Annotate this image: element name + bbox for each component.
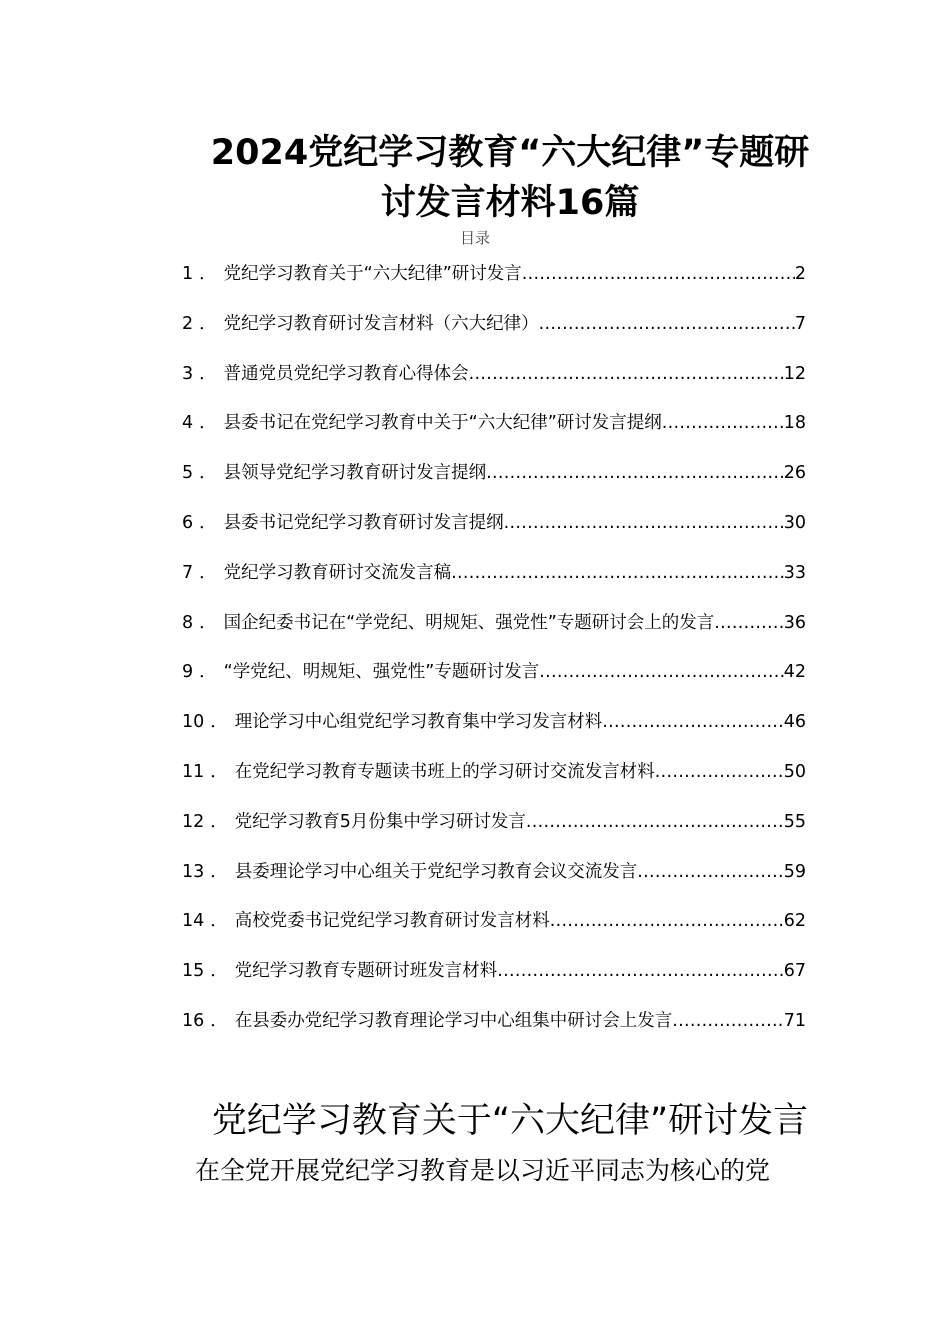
- toc-entry-page-number: 62: [783, 911, 806, 932]
- toc-dot-leader: [486, 458, 784, 488]
- toc-entry[interactable]: [182, 309, 806, 359]
- toc-entry-separator: ．: [199, 562, 217, 583]
- toc-entry-title: 在党纪学习教育专题读书班上的学习研讨交流发言材料: [234, 761, 655, 782]
- toc-entry-number: 3: [182, 363, 194, 384]
- toc-entry[interactable]: [182, 956, 806, 1006]
- toc-entry-title: 理论学习中心组党纪学习教育集中学习发言材料: [234, 712, 603, 733]
- toc-entry-separator: ．: [199, 662, 217, 683]
- toc-entry-separator: ．: [210, 761, 228, 782]
- toc-entry-page-number: 55: [783, 811, 806, 832]
- toc-entry-title: 党纪学习教育关于“六大纪律”研讨发言: [223, 264, 522, 284]
- toc-entry-number: 7: [182, 562, 194, 583]
- toc-dot-leader: [539, 309, 795, 339]
- toc-entry-separator: ．: [210, 861, 228, 882]
- toc-entry[interactable]: [182, 807, 806, 857]
- toc-entry[interactable]: [182, 558, 806, 608]
- table-of-contents: [182, 259, 806, 1056]
- toc-entry-number: 6: [182, 512, 194, 533]
- toc-entry-page-number: 50: [783, 761, 806, 782]
- toc-entry-page-number: 59: [783, 861, 806, 882]
- toc-entry-title: 县委理论学习中心组关于党纪学习教育会议交流发言: [234, 861, 638, 882]
- toc-entry-title: 在县委办党纪学习教育理论学习中心组集中研讨会上发言: [234, 1010, 673, 1031]
- toc-entry-page-number: 26: [783, 463, 806, 484]
- toc-entry-page-number: 30: [783, 512, 806, 533]
- toc-entry[interactable]: [182, 757, 806, 807]
- toc-entry-title: 县领导党纪学习教育研讨发言提纲: [223, 463, 487, 484]
- toc-entry-page-number: 18: [783, 413, 806, 434]
- toc-entry-page-number: 46: [783, 712, 806, 733]
- toc-entry[interactable]: [182, 1006, 806, 1056]
- toc-entry[interactable]: [182, 657, 806, 707]
- toc-dot-leader: [550, 906, 784, 936]
- toc-entry[interactable]: [182, 608, 806, 658]
- toc-entry-title: 县委书记在党纪学习教育中关于“六大纪律”研讨发言提纲: [223, 413, 662, 434]
- toc-dot-leader: [655, 757, 784, 787]
- toc-entry-number: 2: [182, 313, 194, 334]
- body-paragraph: 在全党开展党纪学习教育是以习近平同志为核心的党: [195, 1156, 771, 1185]
- toc-entry-page-number: 7: [794, 313, 806, 334]
- toc-entry-number: 16: [182, 1010, 205, 1031]
- toc-entry-separator: ．: [199, 512, 217, 533]
- toc-entry-separator: ．: [199, 463, 217, 484]
- toc-entry[interactable]: [182, 857, 806, 907]
- toc-entry-number: 9: [182, 662, 194, 683]
- toc-entry-separator: ．: [210, 911, 228, 932]
- toc-entry[interactable]: [182, 359, 806, 409]
- toc-entry-title: 党纪学习教育研讨发言材料（六大纪律）: [223, 313, 539, 334]
- toc-entry-page-number: 42: [783, 662, 806, 683]
- toc-entry[interactable]: [182, 259, 806, 309]
- document-title: 2024党纪学习教育“六大纪律”专题研讨发言材料16篇: [210, 133, 810, 223]
- toc-entry[interactable]: [182, 408, 806, 458]
- toc-entry-number: 15: [182, 961, 205, 982]
- toc-entry-number: 5: [182, 463, 194, 484]
- toc-dot-leader: [504, 508, 784, 538]
- toc-entry-number: 10: [182, 712, 205, 733]
- toc-dot-leader: [522, 259, 795, 289]
- toc-entry-separator: ．: [210, 712, 228, 733]
- toc-dot-leader: [539, 657, 783, 687]
- toc-entry-number: 12: [182, 811, 205, 832]
- toc-entry-page-number: 67: [783, 961, 806, 982]
- toc-entry-number: 11: [182, 761, 205, 782]
- toc-entry-title: “学党纪、明规矩、强党性”专题研讨发言: [223, 662, 540, 683]
- toc-entry-page-number: 71: [783, 1010, 806, 1031]
- toc-entry-separator: ．: [199, 264, 217, 284]
- toc-entry[interactable]: [182, 458, 806, 508]
- toc-entry-page-number: 2: [794, 264, 806, 284]
- toc-entry-number: 1: [182, 264, 194, 284]
- toc-dot-leader: [526, 807, 784, 837]
- toc-entry-separator: ．: [199, 313, 217, 334]
- toc-entry-separator: ．: [210, 961, 228, 982]
- toc-entry-separator: ．: [210, 811, 228, 832]
- toc-entry-separator: ．: [210, 1010, 228, 1031]
- toc-entry-title: 县委书记党纪学习教育研讨发言提纲: [223, 512, 504, 533]
- toc-dot-leader: [714, 608, 783, 638]
- toc-entry-page-number: 12: [783, 363, 806, 384]
- toc-entry-title: 国企纪委书记在“学党纪、明规矩、强党性”专题研讨会上的发言: [223, 612, 715, 633]
- toc-entry-title: 党纪学习教育研讨交流发言稿: [223, 562, 452, 583]
- section-heading: 党纪学习教育关于“六大纪律”研讨发言: [211, 1101, 809, 1141]
- toc-entry[interactable]: [182, 707, 806, 757]
- toc-entry-separator: ．: [199, 363, 217, 384]
- toc-entry-title: 党纪学习教育专题研讨班发言材料: [234, 961, 498, 982]
- toc-entry-number: 8: [182, 612, 194, 633]
- toc-dot-leader: [637, 857, 783, 887]
- toc-dot-leader: [662, 408, 784, 438]
- toc-dot-leader: [602, 707, 783, 737]
- toc-entry-page-number: 36: [783, 612, 806, 633]
- toc-label: 目录: [459, 229, 490, 247]
- toc-entry[interactable]: [182, 508, 806, 558]
- toc-dot-leader: [469, 359, 784, 389]
- toc-dot-leader: [451, 558, 784, 588]
- toc-entry-title: 党纪学习教育5月份集中学习研讨发言: [234, 811, 526, 832]
- toc-entry-separator: ．: [199, 413, 217, 434]
- toc-dot-leader: [672, 1006, 783, 1036]
- toc-dot-leader: [497, 956, 783, 986]
- toc-entry-title: 高校党委书记党纪学习教育研讨发言材料: [234, 911, 550, 932]
- toc-entry-number: 14: [182, 911, 205, 932]
- toc-entry-page-number: 33: [783, 562, 806, 583]
- toc-entry[interactable]: [182, 906, 806, 956]
- toc-entry-title: 普通党员党纪学习教育心得体会: [223, 363, 469, 384]
- toc-entry-separator: ．: [199, 612, 217, 633]
- toc-entry-number: 4: [182, 413, 194, 434]
- toc-entry-number: 13: [182, 861, 205, 882]
